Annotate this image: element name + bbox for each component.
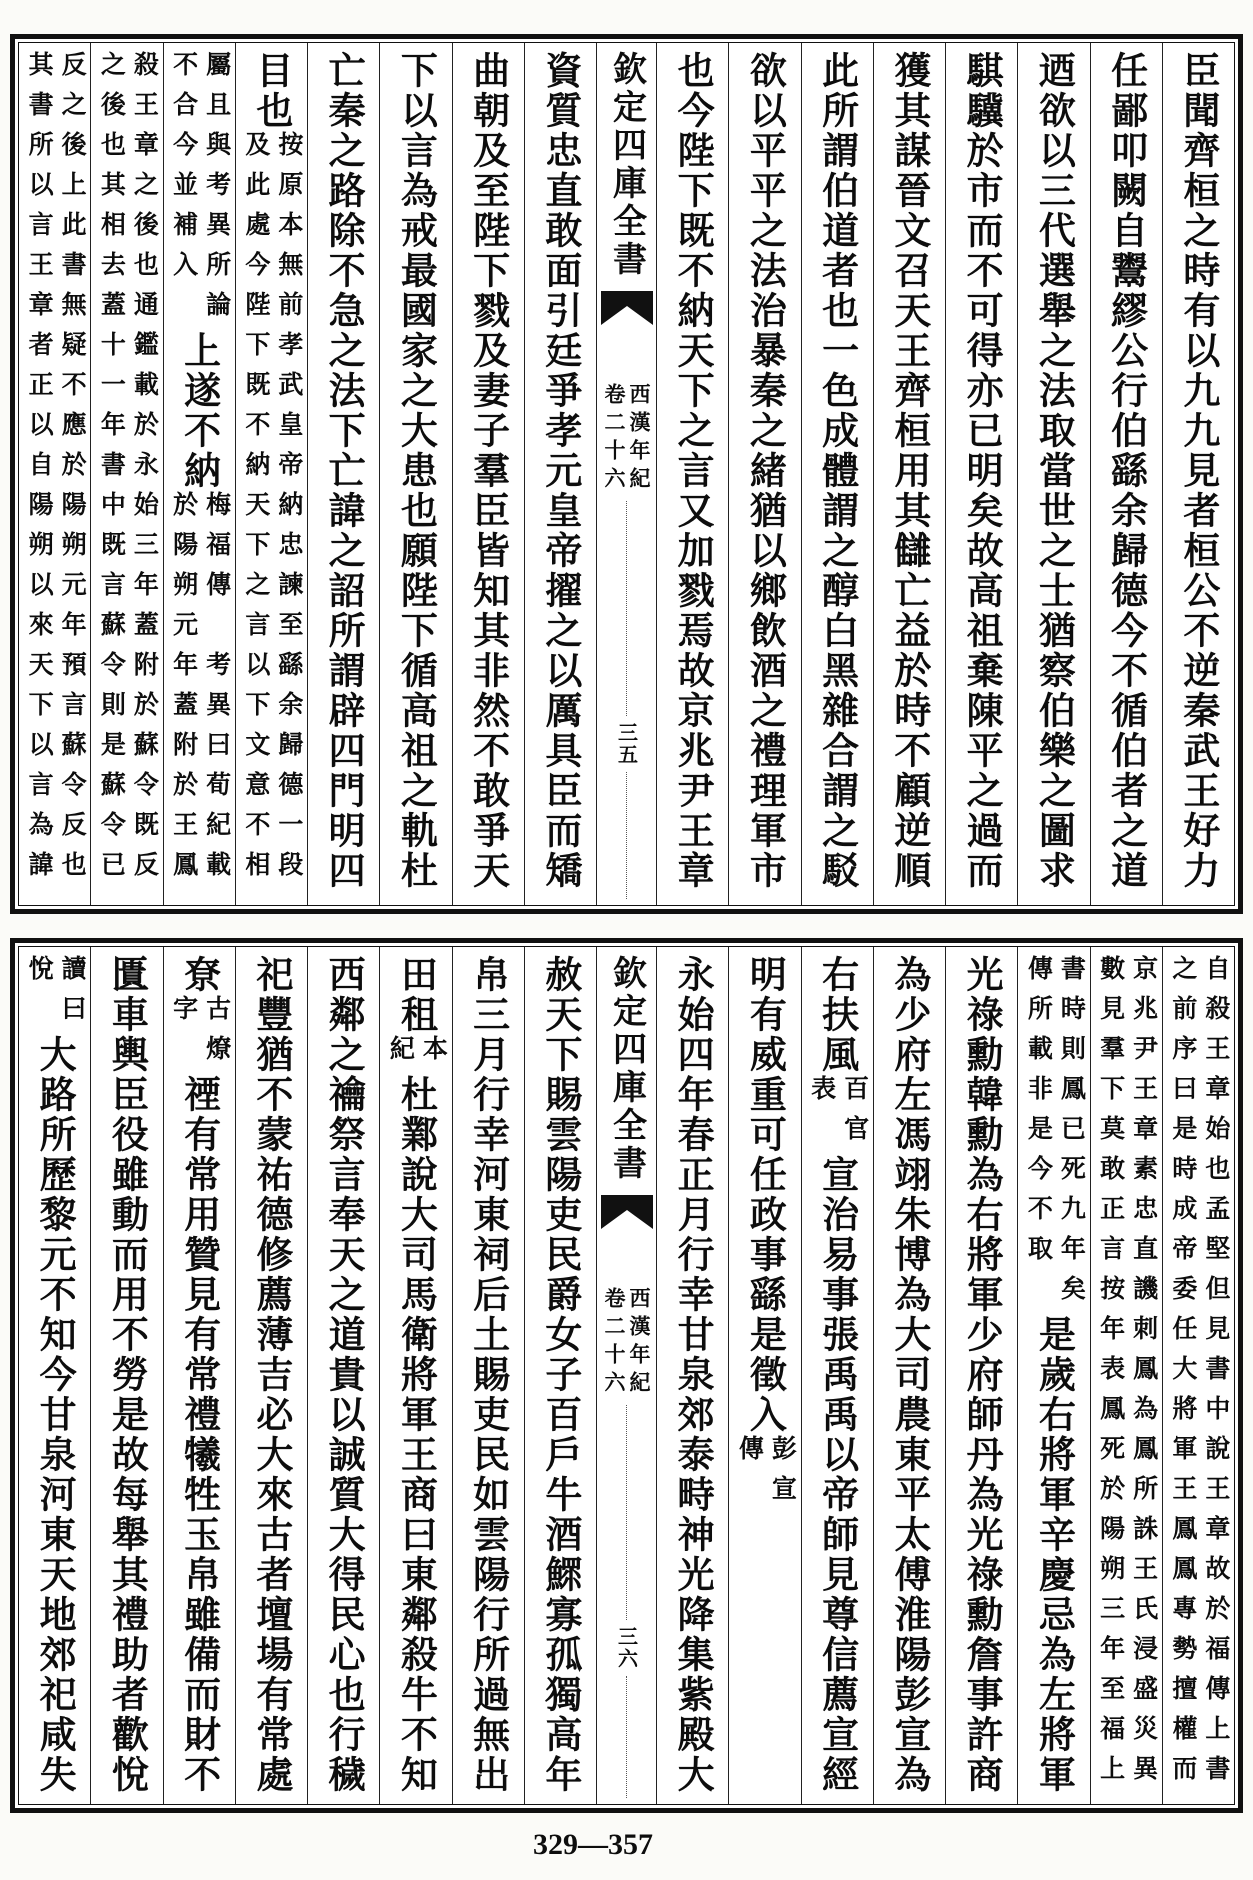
text-column [656, 947, 728, 1804]
text-column [163, 43, 235, 905]
text-column [873, 947, 945, 1804]
main-text: 上遂不納 [177, 331, 222, 491]
note-line-right: 梅福傳 考異曰荀紀載 [202, 491, 232, 891]
page-number: 329—357 [533, 1828, 653, 1861]
text-column [307, 947, 379, 1804]
text-column [524, 947, 596, 1804]
main-text: 獲其謀晉文召天王齊桓用其讎亡益於時不顧逆順 [887, 51, 932, 891]
annotation-note [96, 51, 160, 891]
main-text: 下以言為戒最國家之大患也願陛下循高祖之軌杜 [394, 51, 439, 891]
folio-bottom [10, 938, 1243, 1813]
column-grid [18, 946, 1235, 1805]
note-line-right: 百官 [840, 1075, 870, 1155]
annotation-note [169, 995, 230, 1075]
main-text: 永始四年春正月行幸甘泉郊泰畤神光降集紫殿大 [671, 955, 716, 1795]
main-text: 祀豐猶不蒙祐德修薦薄吉必大來古者壇場有常處 [249, 955, 294, 1795]
center-rule [626, 501, 627, 716]
series-title: 欽定四庫全書 [606, 955, 647, 1183]
text-column [379, 947, 451, 1804]
annotation-note [1168, 955, 1229, 1795]
main-text: 目也 [249, 51, 294, 131]
note-line-right: 反之後上此書無疑不應於陽朔元年預言蘇令反也 [58, 51, 88, 891]
main-text: 西鄰之禴祭言奉天之道貴以誠質大得民心也行穢 [322, 955, 367, 1795]
fishtail-mark-icon [601, 291, 653, 325]
note-line-left: 傳 [735, 1435, 765, 1475]
center-column [596, 43, 656, 905]
text-column [945, 947, 1017, 1804]
note-line-left: 紀 [386, 1035, 416, 1075]
main-text: 赦天下賜雲陽吏民爵女子百戶牛酒鰥寡孤獨高年 [538, 955, 583, 1795]
book-label [603, 1287, 650, 1399]
text-column [307, 43, 379, 905]
annotation-note [24, 955, 88, 1035]
note-line-left: 不合今並補入 [169, 51, 199, 291]
text-column [801, 43, 873, 905]
text-column [728, 947, 800, 1804]
book-title: 西漢年紀 [627, 383, 652, 495]
text-column [379, 43, 451, 905]
book-label [603, 383, 650, 495]
leaf-number: 三六 [614, 1626, 639, 1670]
text-column [235, 43, 307, 905]
note-line-right: 京兆尹王章素忠直譏刺鳳為鳳所誅王氏浸盛災異 [1129, 955, 1159, 1795]
note-line-left: 字 [169, 995, 199, 1035]
main-text: 任鄙叩闕自鬻繆公行伯繇余歸德今不循伯者之道 [1104, 51, 1149, 891]
text-column [801, 947, 873, 1804]
note-line-left: 之前序曰是時成帝委任大將軍王鳳鳳專勢擅權而 [1168, 955, 1198, 1795]
center-rule [626, 772, 627, 899]
main-text: 曲朝及至陛下戮及妻子羣臣皆知其非然不敢爭天 [466, 51, 511, 891]
text-column [1017, 43, 1089, 905]
note-line-left: 及此處今陛下既不納天下之言以下文意不相 [241, 131, 271, 891]
annotation-note [24, 51, 88, 891]
main-text: 帛三月行幸河東祠后土賜吏民如雲陽行所過無出 [466, 955, 511, 1795]
note-line-left: 表 [807, 1075, 837, 1115]
annotation-note [169, 51, 230, 331]
main-text: 田租 [394, 955, 439, 1035]
main-text: 宣治易事張禹禹以帝師見尊信薦宣經 [815, 1155, 860, 1795]
note-line-right: 本 [419, 1035, 449, 1075]
folio-top [10, 34, 1243, 914]
note-line-left: 悅 [25, 955, 55, 995]
note-line-left: 傳所載非是今不取 [1024, 955, 1054, 1275]
text-column [235, 947, 307, 1804]
main-text: 大路所歷黎元不知今甘泉河東天地郊祀咸失 [33, 1035, 78, 1795]
text-column [873, 43, 945, 905]
main-text: 杜鄴說大司馬衛將軍王商曰東鄰殺牛不知 [394, 1075, 439, 1795]
text-column [945, 43, 1017, 905]
main-text: 光祿勳韓勳為右將軍少府師丹為光祿勳詹事許商 [960, 955, 1005, 1795]
text-column [452, 947, 524, 1804]
text-column [728, 43, 800, 905]
text-column [163, 947, 235, 1804]
text-column [90, 947, 162, 1804]
note-line-left: 其書所以言王章者正以自陽朔以來天下以言為諱 [25, 51, 55, 891]
text-column [524, 43, 596, 905]
note-line-right: 按原本無前孝武皇帝納忠諫至繇余歸德一段 [274, 131, 304, 891]
note-line-left: 於陽朔元年蓋附於王鳳 [169, 491, 199, 891]
main-text: 是歲右將軍辛慶忌為左將軍 [1032, 1315, 1077, 1795]
text-column [1017, 947, 1089, 1804]
note-line-left: 之後也其相去蓋十一年書中既言蘇令則是蘇令已 [97, 51, 127, 891]
text-column [452, 43, 524, 905]
annotation-note [241, 131, 302, 891]
annotation-note [807, 1075, 868, 1155]
note-line-left: 數見羣下莫敢正言按年表鳳死於陽朔三年至福上 [1096, 955, 1126, 1795]
main-text: 禋有常用贊見有常禮犧牲玉帛雖備而財不 [177, 1075, 222, 1795]
note-line-right: 屬且與考異所論 [202, 51, 232, 331]
note-line-right: 彭宣 [768, 1435, 798, 1515]
main-text: 亡秦之路除不急之法下亡諱之詔所謂辟四門明四 [322, 51, 367, 891]
text-column [1090, 43, 1162, 905]
text-column [19, 947, 90, 1804]
main-text: 騏驥於市而不可得亦已明矣故高祖棄陳平之過而 [960, 51, 1005, 891]
text-column [1090, 947, 1162, 1804]
center-rule [626, 1676, 627, 1798]
main-text: 臣聞齊桓之時有以九九見者桓公不逆秦武王好力 [1176, 51, 1221, 891]
main-text: 明有威重可任政事繇是徵入 [743, 955, 788, 1435]
main-text: 為少府左馮翊朱博為大司農東平太傅淮陽彭宣為 [887, 955, 932, 1795]
fishtail-mark-icon [601, 1195, 653, 1229]
main-text: 尞 [177, 955, 222, 995]
main-text: 資質忠直敢面引廷爭孝元皇帝擢之以厲具臣而矯 [538, 51, 583, 891]
text-column [90, 43, 162, 905]
volume-label: 卷二十六 [602, 1287, 627, 1399]
annotation-note [734, 1435, 798, 1515]
center-rule [626, 1405, 627, 1620]
note-line-right: 書時則鳳已死九年矣 [1057, 955, 1087, 1315]
text-column [656, 43, 728, 905]
annotation-note [1096, 955, 1157, 1795]
leaf-number: 三五 [614, 722, 639, 766]
note-line-right: 殺王章之後也通鑑載於永始三年蓋附於蘇令既反 [130, 51, 160, 891]
center-column [596, 947, 656, 1804]
text-column [19, 43, 90, 905]
annotation-note [385, 1035, 449, 1075]
main-text: 右扶風 [815, 955, 860, 1075]
main-text: 迺欲以三代選舉之法取當世之士猶察伯樂之圖求 [1032, 51, 1077, 891]
series-title: 欽定四庫全書 [606, 51, 647, 279]
main-text: 欲以平平之法治暴秦之緒猶以鄉飲酒之禮理軍市 [743, 51, 788, 891]
column-grid [18, 42, 1235, 906]
annotation-note [169, 491, 230, 891]
main-text: 此所謂伯道者也一色成體謂之醇白黑雜合謂之駁 [815, 51, 860, 891]
text-column [1162, 43, 1234, 905]
annotation-note [1023, 955, 1087, 1315]
volume-label: 卷二十六 [602, 383, 627, 495]
main-text: 匱車輿臣役雖動而用不勞是故每舉其禮助者歡悅 [105, 955, 150, 1795]
note-line-right: 自殺王章始也孟堅但見書中說王章故於福傳上書 [1201, 955, 1231, 1795]
main-text: 也今陛下既不納天下之言又加戮焉故京兆尹王章 [671, 51, 716, 891]
note-line-right: 古燎 [202, 995, 232, 1075]
note-line-right: 讀曰 [58, 955, 88, 1035]
text-column [1162, 947, 1234, 1804]
book-title: 西漢年紀 [627, 1287, 652, 1399]
